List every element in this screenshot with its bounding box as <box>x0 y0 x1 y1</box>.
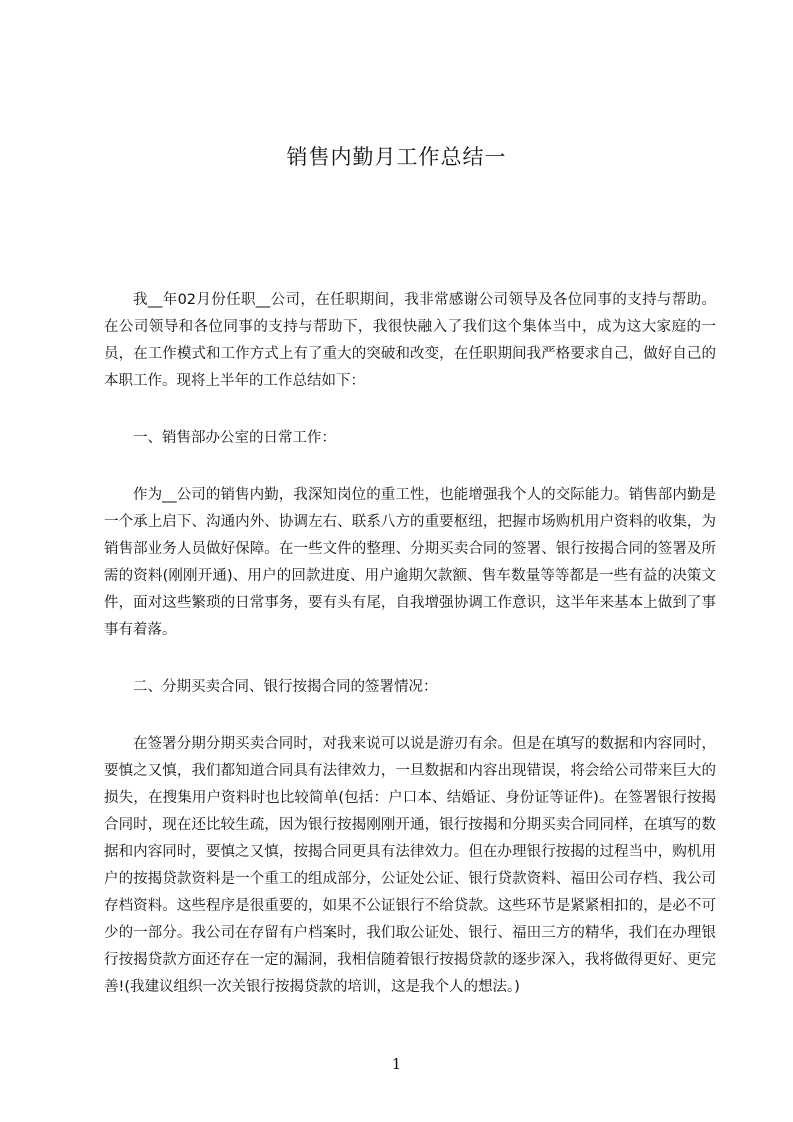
document-body <box>104 287 716 1001</box>
section-2-paragraph: 在签署分期分期买卖合同时，对我来说可以说是游刃有余。但是在填写的数据和内容同时，要慎之又慎，我们都知道合同具有法律效力，一旦数据和内容出现错误，将会给公司带来巨大的损失，在搜集用户资料时也比较简单(包括：户口本、结婚证、身份证等证件)。在签署银行按揭合同时，现在还比较生疏，因为银行按揭刚刚开通，银行按揭和分期买卖合同同样，在填写的数据和内容同时，要慎之又慎，按揭合同更具有法律效力。但在办理银行按揭的过程当中，购机用户的按揭贷款资料是一个重工的组成部分，公证处公证、银行贷款资料、福田公司存档、我公司存档资料。这些程序是很重要的，如果不公证银行不给贷款。这些环节是紧紧相扣的，是必不可少的一部分。我公司在存留有户档案时，我们取公证处、银行、福田三方的精华，我们在办理银行按揭贷款方面还存在一定的漏洞，我相信随着银行按揭贷款的逐步深入，我将做得更好、更完善!(我建议组织一次关银行按揭贷款的培训，这是我个人的想法。) <box>104 736 716 995</box>
section-1-paragraph: 作为__公司的销售内勤，我深知岗位的重工性，也能增强我个人的交际能力。销售部内勤是一个承上启下、沟通内外、协调左右、联系八方的重要枢纽，把握市场购机用户资料的收集，为销售部业务人员做好保障。在一些文件的整理、分期买卖合同的签署、银行按揭合同的签署及所需的资料(刚刚开通)、用户的回款进度、用户逾期欠款额、售车数量等等都是一些有益的决策文件，面对这些繁琐的日常事务，要有头有尾，自我增强协调工作意识，这半年来基本上做到了事事有着落。 <box>104 487 716 638</box>
section-2-heading: 二、分期买卖合同、银行按揭合同的签署情况： <box>133 679 438 695</box>
section-1-heading: 一、销售部办公室的日常工作： <box>133 430 336 446</box>
intro-paragraph: 我__年02月份任职__公司，在任职期间，我非常感谢公司领导及各位同事的支持与帮助。在公司领导和各位同事的支持与帮助下，我很快融入了我们这个集体当中，成为这大家庭的一员，在工作模式和工作方式上有了重大的突破和改变，在任职期间我严格要求自己，做好自己的本职工作。现将上半年的工作总结如下： <box>104 292 716 389</box>
document-title: 销售内勤月工作总结一 <box>286 145 507 169</box>
page-number: 1 <box>391 1055 402 1073</box>
